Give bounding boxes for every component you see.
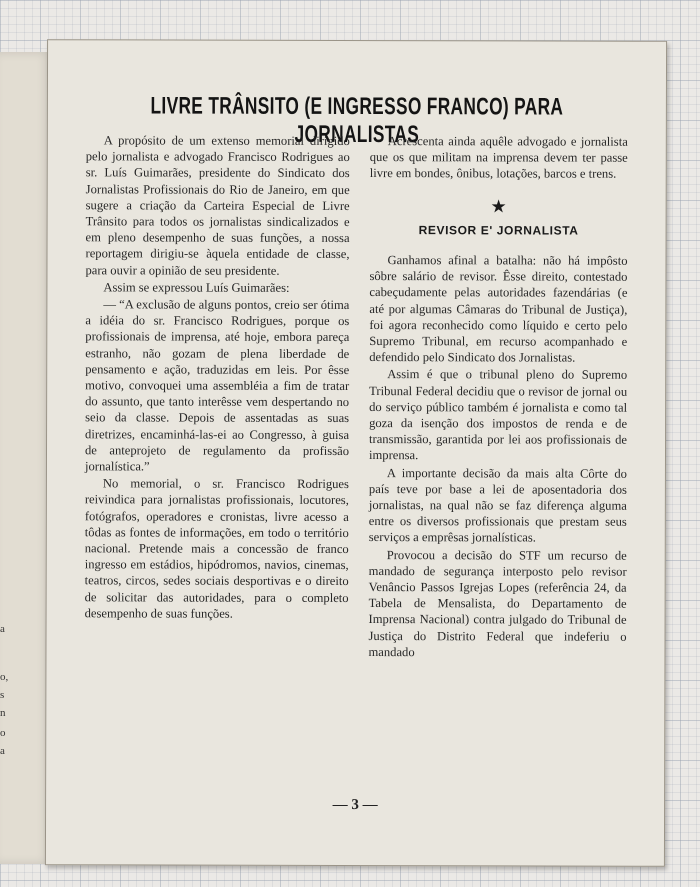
page-number: — 3 — (332, 796, 378, 814)
facing-page-fragment: n (0, 707, 6, 719)
paragraph: Assim se expressou Luís Guimarães: (103, 280, 290, 295)
facing-page-fragment: a (0, 745, 5, 757)
paragraph: A importante decisão da mais alta Côrte do país teve por base a lei de aposentadoria dos jornalistas, na qual não se faz diferença alguma entre os diversos profissionais que prestam seus serviços a emprêsas jornalísticas. (368, 465, 627, 545)
facing-page-fragment: a (0, 623, 5, 635)
paragraph: No memorial, o sr. Francisco Rodrigues reivindica para jornalistas profissionais, locutores, fotógrafos, operadores e cronistas, livre acesso a tôdas as fontes de informações, em todo o território nacional. Pretende mais a concessão de franco ingresso em estádios, hipódromos, navios, cinemas, teatros, circos, sedes sociais desportivas e o direito de solicitar das autoridades, para o completo desempenho de suas funções. (84, 476, 349, 621)
section-subheading: REVISOR E' JORNALISTA (418, 222, 579, 238)
document-page (45, 39, 667, 867)
right-column (368, 133, 627, 662)
facing-page-fragment: s (0, 689, 5, 701)
quote-paragraph: — “A exclusão de alguns pontos, creio ser ótima a idéia do sr. Francisco Rodrigues, porque os profissionais de imprensa, até hoje, embora pareça estranho, não gozam de plena liberdade de pensamento e ação, traduzidas em leis. Por êsse motivo, convoquei uma assembléia a fim de tratar do assunto, que tanto interêsse vem despertando no seio da classe. Depois de assentadas as suas diretrizes, encaminhá-las-ei ao Congresso, à guisa de anteprojeto de regulamento da profissão jornalística.” (84, 297, 350, 474)
facing-page-fragment: o, (0, 671, 9, 683)
paragraph: Provocou a decisão do STF um recurso de mandado de segurança interposto pelo revisor Venâncio Passos Igrejas Lopes (referência 24, da Tabela de Mensalista, do Departamento de Imprensa Nacional) contra julgado do Tribunal de Justiça do Distrito Federal que indeferiu o mandado (368, 547, 627, 660)
star-icon: ★ (490, 195, 507, 217)
article-title: LIVRE TRÂNSITO (E INGRESSO FRANCO) PARA JORNALISTAS (150, 92, 564, 149)
paragraph: A propósito de um extenso memorial dirigido pelo jornalista e advogado Francisco Rodrigues ao sr. Luís Guimarães, presidente do Sindicato dos Jornalistas Profissionais do Rio de Janeiro, em que sugere a criação da Carteira Especial de Livre Trânsito para todos os jornalistas sindicalizados e em pleno desempenho de suas funções, a nossa reportagem dirigiu-se àquela entidade de classe, para ouvir a opinião de seu presidente. (85, 133, 350, 278)
facing-page-fragment: o (0, 727, 6, 739)
paragraph: Assim é que o tribunal pleno do Supremo Tribunal Federal decidiu que o revisor de jornal ou do serviço público também é jornalista e como tal goza da isenção dos impostos de renda e de transmissão, garantida por lei aos profissionais de imprensa. (368, 367, 628, 463)
paragraph: Acrescenta ainda aquêle advogado e jornalista que os que militam na imprensa devem ter passe livre em bondes, ônibus, lotações, barcos e trens. (369, 134, 628, 182)
left-column (85, 132, 350, 623)
paragraph: Ganhamos afinal a batalha: não há impôsto sôbre salário de revisor. Êsse direito, contestado cabeçudamente pelas autoridades fazendárias (e até por algumas Câmaras do Tribunal de Justiça), foi agora reconhecido como líquido e certo pelo Supremo Tribunal, em recurso acompanhado e defendido pelo Sindicato dos Jornalistas. (369, 253, 628, 365)
